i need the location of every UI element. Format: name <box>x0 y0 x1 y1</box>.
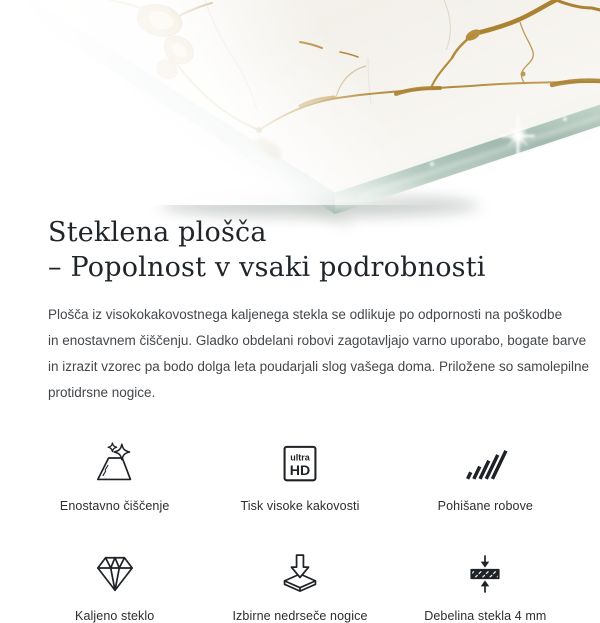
diamond-icon <box>91 550 139 598</box>
svg-text:ultra: ultra <box>290 452 310 463</box>
product-image <box>0 0 600 205</box>
page-title-line2: – Popolnost v vsaki podrobnosti <box>48 252 486 283</box>
feature-print-quality <box>207 436 392 513</box>
page-title-line1: Steklena plošča <box>48 217 267 248</box>
feature-label: Debelina stekla 4 mm <box>424 609 547 623</box>
feature-label: Tisk visoke kakovosti <box>240 499 360 513</box>
marble-glass-panel-illustration <box>0 0 600 205</box>
description-line: in enostavnem čiščenju. Gladko obdelani robovi zagotavljajo varno uporabo, bogate barve <box>48 333 587 348</box>
product-description <box>48 302 590 406</box>
description-line: Plošča iz visokokakovostnega kaljenega stekla se odlikuje po odpornosti na poškodbe <box>48 307 563 322</box>
feature-nonslip-feet <box>207 546 392 623</box>
feature-finished-edges <box>393 436 578 513</box>
striped-edge-icon <box>461 440 509 488</box>
place-feet-icon <box>276 550 324 598</box>
feature-tempered-glass <box>22 546 207 623</box>
page-title <box>48 215 600 285</box>
feature-label: Pohišane robove <box>437 499 533 513</box>
glass-thickness-icon <box>461 550 509 598</box>
description-line: in izrazit vzorec pa bodo dolga leta poudarjali slog vašega doma. Priložene so samolepilne <box>48 359 590 374</box>
feature-grid <box>0 436 600 623</box>
feature-label: Izbirne nedrseče nogice <box>232 609 368 623</box>
ultra-hd-icon <box>276 440 324 488</box>
sparkle-clean-icon <box>91 440 139 488</box>
feature-label: Enostavno čiščenje <box>59 499 170 513</box>
feature-easy-cleaning <box>22 436 207 513</box>
feature-glass-thickness <box>393 546 578 623</box>
feature-label: Kaljeno steklo <box>75 609 155 623</box>
white-fade-overlay <box>0 0 600 205</box>
svg-text:HD: HD <box>289 462 311 479</box>
description-line: protidrsne nogice. <box>48 385 156 400</box>
